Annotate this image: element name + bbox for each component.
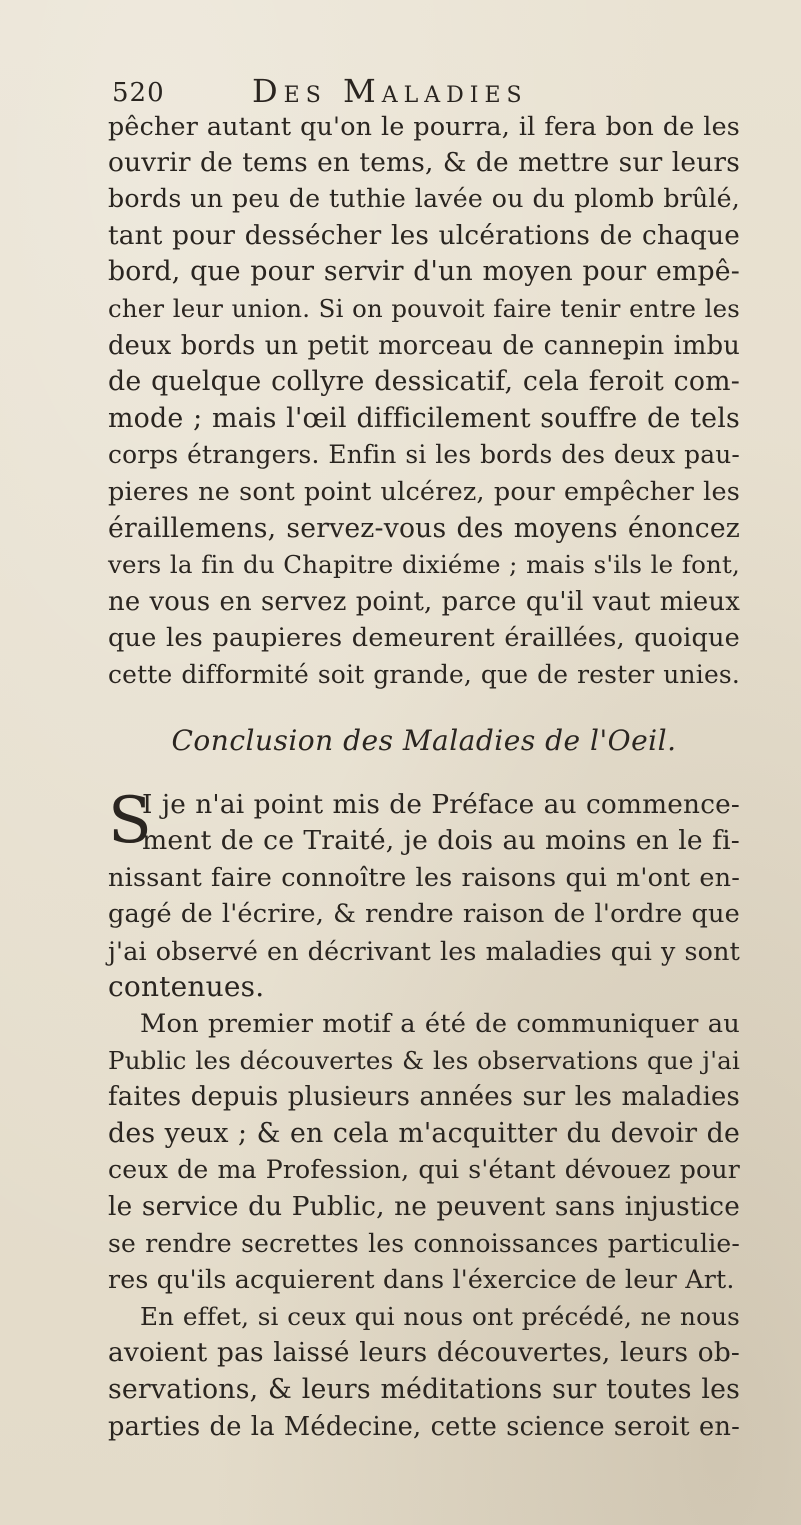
text-line: corps étrangers. Enfin si les bords des deux pau- bbox=[108, 440, 740, 470]
section-heading: Conclusion des Maladies de l'Oeil. bbox=[171, 723, 677, 757]
text-line: des yeux ; & en cela m'acquitter du devoir de bbox=[108, 1117, 740, 1149]
text-line: bords un peu de tuthie lavée ou du plomb brûlé, bbox=[108, 184, 740, 214]
text-line: que les paupieres demeurent éraillées, quoique bbox=[108, 623, 740, 654]
text-line: mode ; mais l'œil difficilement souffre de tels bbox=[108, 402, 740, 434]
text-line: cette difformité soit grande, que de rester unies. bbox=[108, 659, 740, 689]
paragraph-2 bbox=[108, 783, 740, 1007]
text-line: éraillemens, servez-vous des moyens énoncez bbox=[108, 512, 740, 544]
text-line: cher leur union. Si on pouvoit faire tenir entre les bbox=[108, 293, 740, 323]
text-line: I je n'ai point mis de Préface au commence- bbox=[142, 789, 740, 820]
page-number: 520 bbox=[112, 78, 165, 108]
text-line: deux bords un petit morceau de cannepin imbu bbox=[108, 330, 740, 361]
text-line: servations, & leurs méditations sur toutes les bbox=[108, 1374, 740, 1405]
body-text bbox=[108, 108, 740, 1445]
text-line: pieres ne sont point ulcérez, pour empêcher les bbox=[108, 476, 740, 507]
text-line: contenues. bbox=[108, 970, 265, 1004]
paragraph-3 bbox=[108, 1006, 740, 1299]
text-line: nissant faire connoître les raisons qui m'ont en- bbox=[108, 862, 740, 893]
text-line: tant pour dessécher les ulcérations de chaque bbox=[108, 220, 740, 251]
text-line: faites depuis plusieurs années sur les maladies bbox=[108, 1082, 740, 1113]
text-line: j'ai observé en décrivant les maladies qui y sont bbox=[108, 935, 740, 966]
text-line: En effet, si ceux qui nous ont précédé, ne nous bbox=[140, 1301, 740, 1331]
paragraph-1 bbox=[108, 108, 740, 694]
text-line: ouvrir de tems en tems, & de mettre sur leurs bbox=[108, 146, 740, 178]
page-header bbox=[112, 72, 712, 112]
text-line: de quelque collyre dessicatif, cela feroit com- bbox=[108, 366, 740, 398]
text-line: ceux de ma Profession, qui s'étant dévouez pour bbox=[108, 1155, 740, 1185]
drop-cap: S bbox=[108, 783, 152, 858]
text-line: ment de ce Traité, je dois au moins en le fi- bbox=[142, 825, 740, 857]
text-line: res qu'ils acquierent dans l'éxercice de leur Art. bbox=[108, 1265, 735, 1295]
text-line: gagé de l'écrire, & rendre raison de l'ordre que bbox=[108, 899, 740, 930]
running-title: Des Maladies bbox=[252, 72, 528, 110]
text-line: Mon premier motif a été de communiquer au bbox=[140, 1009, 740, 1040]
text-line: parties de la Médecine, cette science seroit en- bbox=[108, 1411, 740, 1442]
text-line: bord, que pour servir d'un moyen pour empê- bbox=[108, 256, 740, 288]
text-line: vers la fin du Chapitre dixiéme ; mais s'ils le font, bbox=[108, 550, 740, 580]
text-line: ne vous en servez point, parce qu'il vaut mieux bbox=[108, 586, 740, 617]
paragraph-4 bbox=[108, 1299, 740, 1445]
text-line: pêcher autant qu'on le pourra, il fera bon de les bbox=[108, 111, 740, 141]
text-line: le service du Public, ne peuvent sans injustice bbox=[108, 1192, 740, 1223]
text-line: se rendre secrettes les connoissances particulie- bbox=[108, 1228, 740, 1258]
text-line: avoient pas laissé leurs découvertes, leurs ob- bbox=[108, 1338, 740, 1369]
text-line: Public les découvertes & les observations que j'ai bbox=[108, 1045, 740, 1075]
